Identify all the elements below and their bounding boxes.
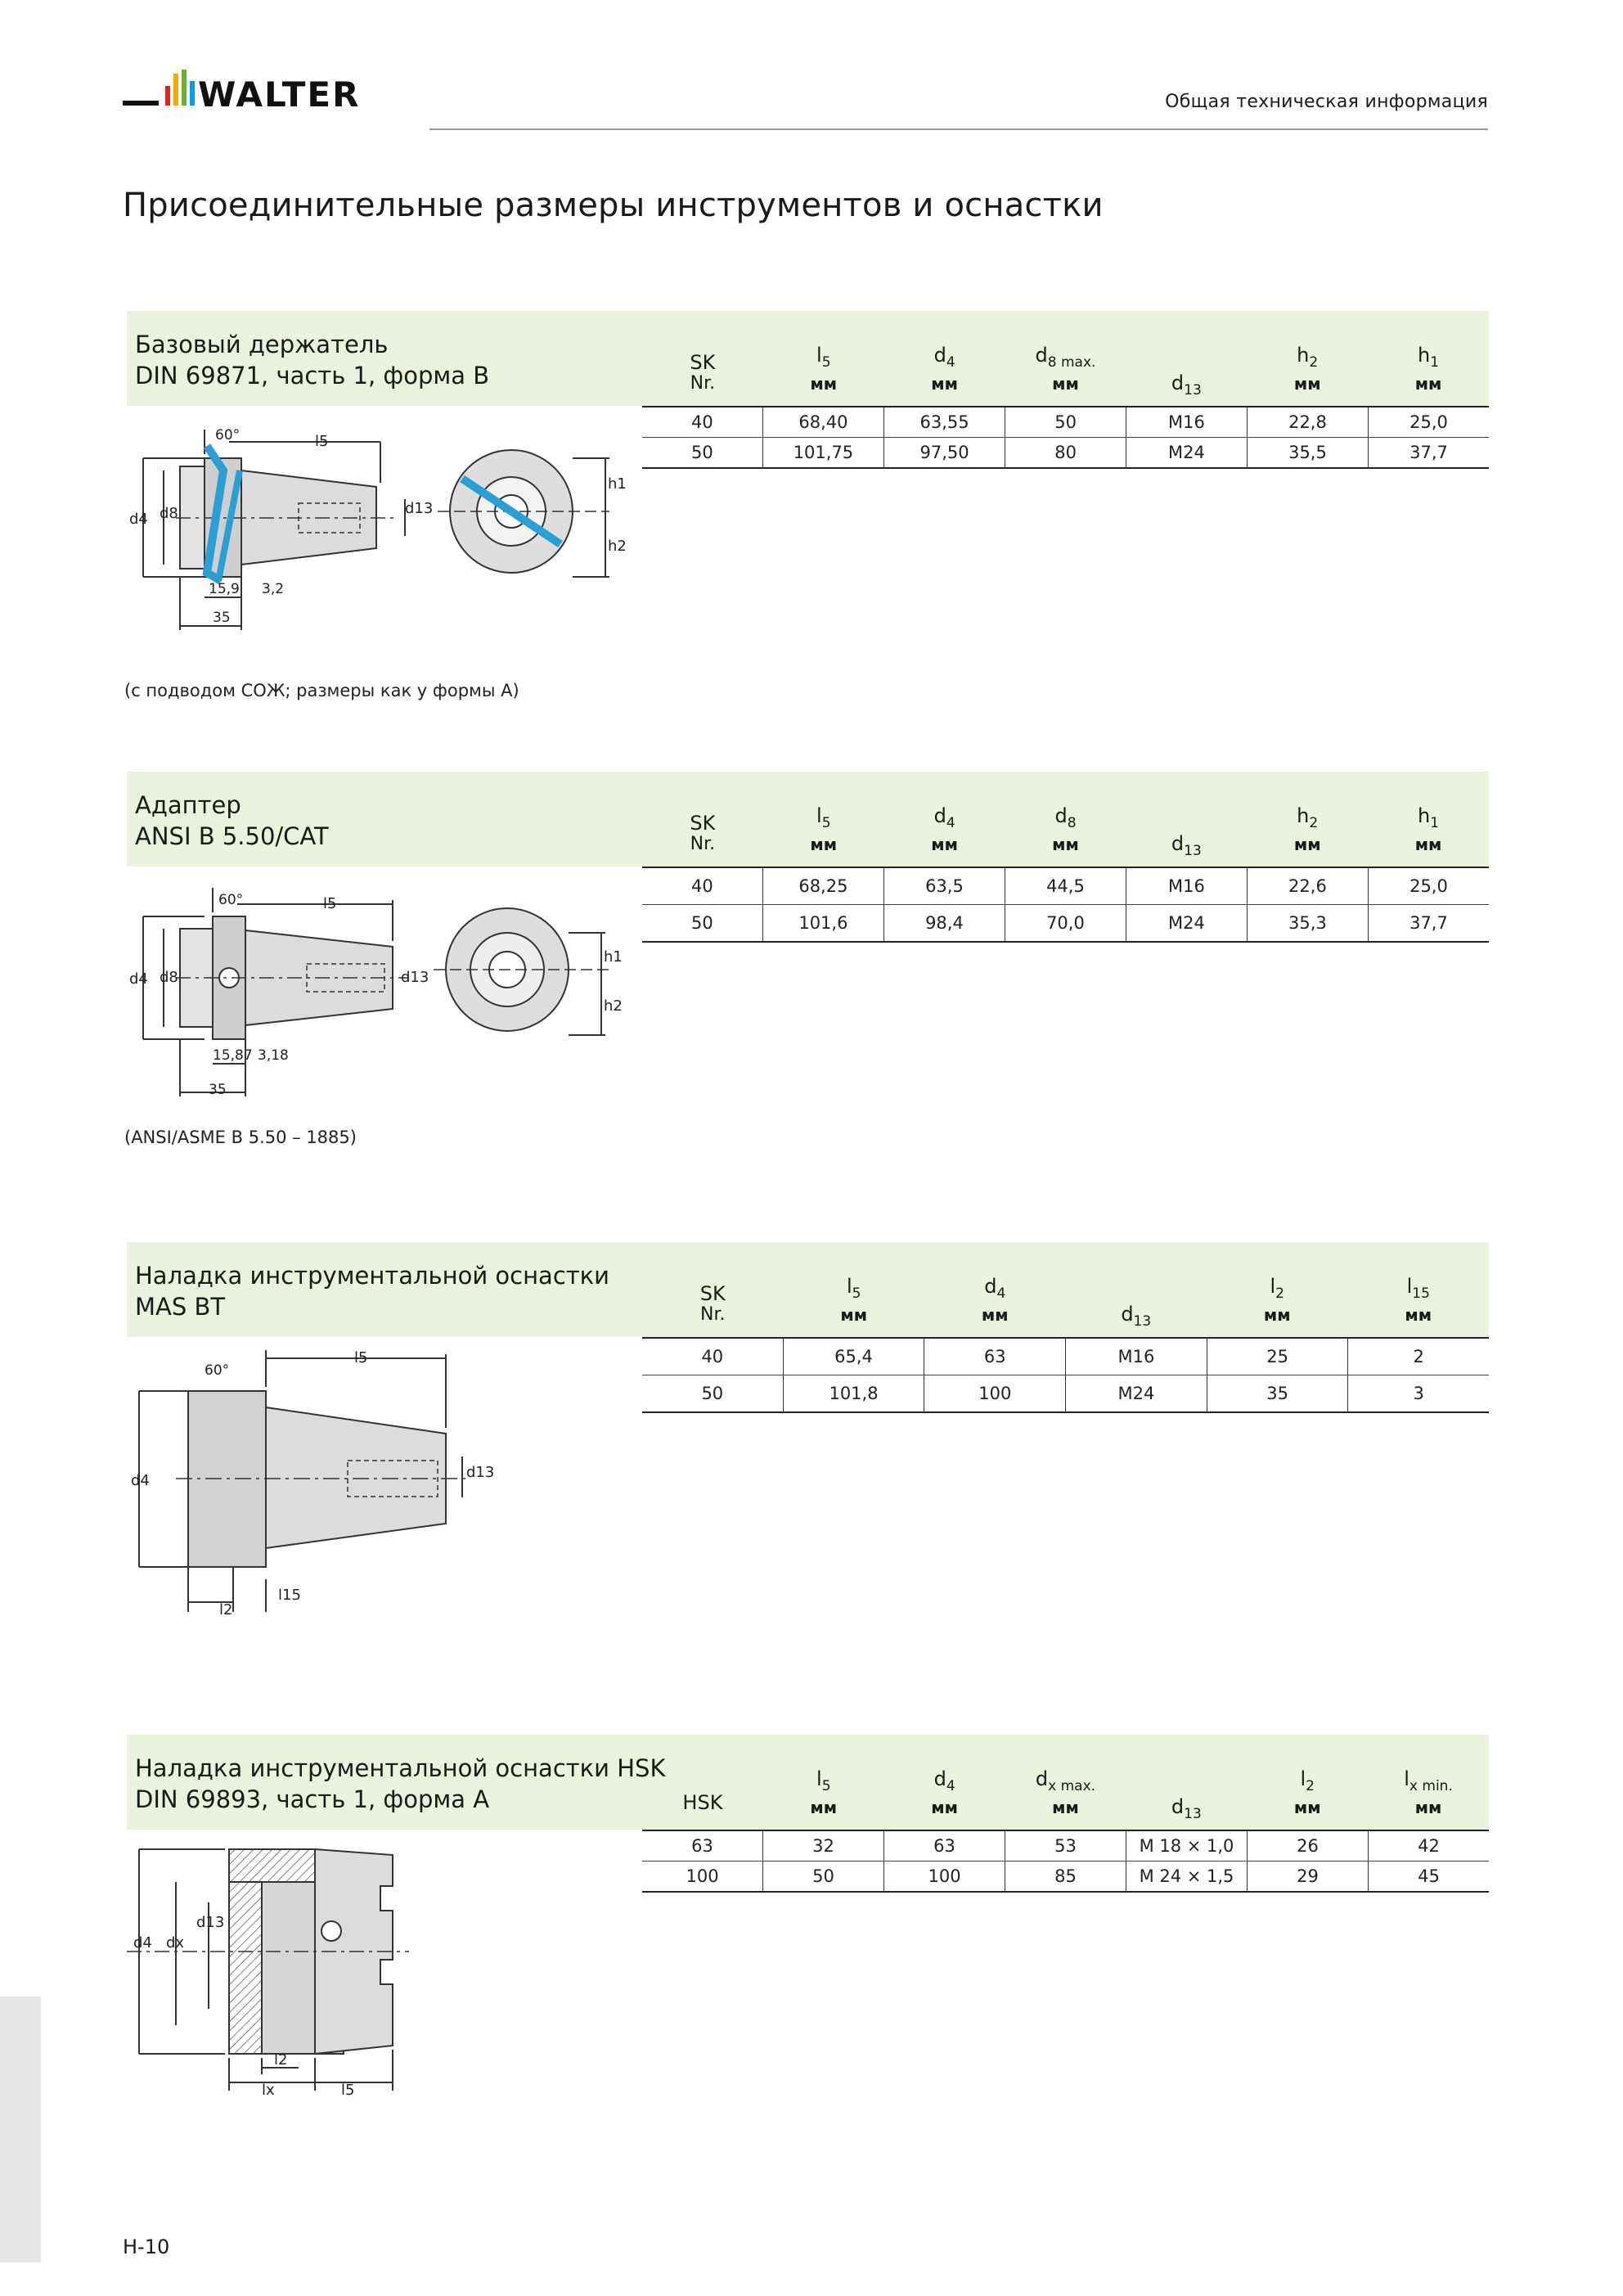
table-cell: 65,4 bbox=[783, 1338, 924, 1375]
column-unit: мм bbox=[1293, 374, 1321, 394]
table-cell: 35 bbox=[1207, 1375, 1348, 1413]
table-cell: 70,0 bbox=[1005, 905, 1126, 943]
side-tab bbox=[0, 1997, 41, 2262]
table-cell: 100 bbox=[924, 1375, 1066, 1413]
d13-label: d13 bbox=[466, 1464, 495, 1481]
table-cell: M 24 × 1,5 bbox=[1126, 1862, 1248, 1893]
table-cell: 101,75 bbox=[762, 438, 883, 469]
column-symbol: $d_{13}$ bbox=[1171, 371, 1202, 398]
dim-a-label: 15,87 bbox=[213, 1047, 253, 1064]
column-header bbox=[642, 1735, 763, 1830]
table-cell: 25,0 bbox=[1368, 867, 1489, 905]
dim-b-label: 3,18 bbox=[258, 1047, 289, 1064]
table-cell: M24 bbox=[1066, 1375, 1207, 1413]
column-symbol: $l_{15}$ bbox=[1406, 1275, 1430, 1302]
table-cell: M16 bbox=[1126, 867, 1247, 905]
section-3-title: Наладка инструментальной оснастки MAS BT bbox=[135, 1262, 610, 1321]
table-cell: 63,5 bbox=[883, 867, 1005, 905]
table-cell: 37,7 bbox=[1368, 905, 1489, 943]
mas-bt-drawing bbox=[127, 1342, 519, 1620]
table-cell: 98,4 bbox=[883, 905, 1005, 943]
walter-logo bbox=[123, 70, 409, 119]
column-unit: Nr. bbox=[700, 1304, 726, 1325]
table-cell: 40 bbox=[691, 876, 713, 896]
table-cell: 63,55 bbox=[884, 407, 1005, 438]
column-symbol: SK bbox=[690, 812, 716, 835]
h2-label: h2 bbox=[604, 997, 623, 1015]
column-header bbox=[763, 311, 884, 406]
column-unit: мм bbox=[1414, 374, 1442, 394]
table-cell: 100 bbox=[686, 1866, 719, 1886]
section-4-table bbox=[642, 1830, 1489, 1893]
table-row bbox=[642, 1862, 1489, 1893]
column-symbol: $d_4$ bbox=[984, 1275, 1006, 1302]
column-unit: мм bbox=[1293, 835, 1321, 854]
table-row bbox=[642, 1375, 1489, 1413]
section-2-header bbox=[642, 772, 1489, 867]
column-unit: Nr. bbox=[690, 834, 716, 854]
table-row bbox=[642, 438, 1489, 469]
table-cell: 50 bbox=[691, 913, 713, 933]
table-cell: 25,0 bbox=[1368, 407, 1489, 438]
column-header bbox=[884, 772, 1005, 867]
column-header bbox=[763, 1735, 884, 1830]
column-header bbox=[1005, 772, 1126, 867]
column-symbol: $l_5$ bbox=[816, 804, 831, 831]
d13-label: d13 bbox=[196, 1914, 225, 1931]
column-header bbox=[1247, 772, 1368, 867]
column-unit: мм bbox=[1052, 1798, 1079, 1817]
section-2-note: (ANSI/ASME B 5.50 – 1885) bbox=[124, 1128, 357, 1147]
table-cell: 26 bbox=[1248, 1830, 1369, 1862]
l5-label: l5 bbox=[354, 1349, 368, 1366]
column-symbol: $d_4$ bbox=[933, 1767, 955, 1794]
section-4-title: Наладка инструментальной оснастки HSK DIN 69893, часть 1, форма А bbox=[135, 1754, 666, 1813]
dim-a-label: 15,9 bbox=[209, 581, 240, 597]
section-4-header bbox=[642, 1735, 1489, 1830]
column-header bbox=[884, 311, 1005, 406]
column-header bbox=[1005, 311, 1126, 406]
table-cell: 44,5 bbox=[1005, 867, 1126, 905]
l2-label: l2 bbox=[219, 1601, 233, 1618]
section-2-title: Адаптер ANSI B 5.50/CAT bbox=[135, 791, 329, 850]
column-header bbox=[642, 1242, 784, 1337]
table-row bbox=[642, 407, 1489, 438]
angle-label: 60° bbox=[215, 427, 241, 443]
dim-b-label: 3,2 bbox=[262, 581, 285, 597]
table-cell: 50 bbox=[691, 443, 713, 462]
column-header bbox=[1247, 1735, 1368, 1830]
angle-label: 60° bbox=[205, 1362, 230, 1379]
table-cell: 50 bbox=[1005, 407, 1126, 438]
table-row bbox=[642, 1338, 1489, 1375]
column-header bbox=[642, 311, 763, 406]
d4-label: d4 bbox=[129, 511, 148, 528]
d8-label: d8 bbox=[160, 505, 178, 522]
d4-label: d4 bbox=[131, 1472, 150, 1489]
column-header bbox=[1368, 772, 1489, 867]
column-header bbox=[1348, 1242, 1490, 1337]
walter-wordmark: WALTER bbox=[198, 74, 361, 115]
table-cell: 68,25 bbox=[762, 867, 883, 905]
l5-label: l5 bbox=[315, 433, 329, 450]
table-cell: 3 bbox=[1348, 1375, 1489, 1413]
page-number: H-10 bbox=[123, 2235, 170, 2258]
d13-label: d13 bbox=[401, 969, 429, 986]
column-symbol: $l_{x min.}$ bbox=[1404, 1767, 1453, 1794]
table-cell: M24 bbox=[1126, 905, 1247, 943]
column-header bbox=[763, 772, 884, 867]
column-symbol: $d_{13}$ bbox=[1121, 1303, 1152, 1330]
dim-c-label: 35 bbox=[209, 1082, 227, 1098]
column-symbol: $h_1$ bbox=[1418, 804, 1440, 831]
column-unit: мм bbox=[1052, 374, 1079, 394]
column-unit: мм bbox=[1263, 1305, 1291, 1325]
column-header bbox=[1126, 311, 1247, 406]
column-unit: мм bbox=[810, 374, 838, 394]
column-symbol: SK bbox=[690, 351, 716, 374]
ansi-cat-drawing bbox=[127, 880, 634, 1109]
page-title: Присоединительные размеры инструментов и оснастки bbox=[123, 187, 1104, 224]
column-header bbox=[642, 772, 763, 867]
column-symbol: $l_5$ bbox=[816, 344, 831, 371]
hsk-drawing bbox=[127, 1837, 438, 2099]
table-cell: 29 bbox=[1248, 1862, 1369, 1893]
table-cell: 50 bbox=[763, 1862, 884, 1893]
column-symbol: $l_5$ bbox=[816, 1767, 831, 1794]
column-symbol: $h_1$ bbox=[1418, 344, 1440, 371]
column-unit: мм bbox=[1293, 1798, 1321, 1817]
d4-label: d4 bbox=[129, 970, 148, 988]
column-symbol: $h_2$ bbox=[1297, 804, 1319, 831]
column-symbol: $l_2$ bbox=[1300, 1767, 1315, 1794]
header-divider bbox=[429, 128, 1488, 130]
table-cell: 45 bbox=[1368, 1862, 1489, 1893]
column-unit: мм bbox=[810, 1798, 838, 1817]
table-cell: 37,7 bbox=[1368, 438, 1489, 469]
table-cell: 53 bbox=[1005, 1830, 1126, 1862]
d4-label: d4 bbox=[133, 1934, 152, 1952]
column-unit: мм bbox=[931, 1798, 958, 1817]
column-unit: мм bbox=[981, 1305, 1009, 1325]
table-cell: 32 bbox=[763, 1830, 884, 1862]
column-header bbox=[1247, 311, 1368, 406]
din69871-drawing bbox=[127, 421, 634, 642]
column-symbol: $d_4$ bbox=[933, 344, 955, 371]
header-section-title: Общая техническая информация bbox=[1165, 92, 1488, 112]
h1-label: h1 bbox=[604, 948, 623, 966]
table-cell: 2 bbox=[1348, 1338, 1489, 1375]
column-header bbox=[1368, 1735, 1489, 1830]
column-header bbox=[784, 1242, 925, 1337]
table-cell: 25 bbox=[1207, 1338, 1348, 1375]
section-2-table bbox=[642, 867, 1489, 943]
section-3-table bbox=[642, 1337, 1489, 1413]
table-cell: 63 bbox=[924, 1338, 1066, 1375]
column-header bbox=[1368, 311, 1489, 406]
column-symbol: $d_4$ bbox=[933, 804, 955, 831]
table-cell: 22,8 bbox=[1247, 407, 1368, 438]
column-symbol: $d_{8 max.}$ bbox=[1035, 344, 1096, 371]
column-header bbox=[1066, 1242, 1207, 1337]
d13-label: d13 bbox=[405, 500, 434, 517]
column-header bbox=[924, 1242, 1066, 1337]
table-cell: 35,3 bbox=[1247, 905, 1368, 943]
table-cell: 63 bbox=[884, 1830, 1005, 1862]
column-unit: мм bbox=[1052, 835, 1079, 854]
table-cell: 97,50 bbox=[884, 438, 1005, 469]
section-1-table bbox=[642, 406, 1489, 469]
column-unit: мм bbox=[931, 835, 958, 854]
lx-label: lx bbox=[262, 2082, 275, 2099]
table-row bbox=[642, 905, 1489, 943]
dx-label: dx bbox=[166, 1934, 185, 1952]
table-row bbox=[642, 867, 1489, 905]
table-cell: 63 bbox=[691, 1836, 713, 1856]
column-symbol: $l_2$ bbox=[1270, 1275, 1284, 1302]
table-cell: 85 bbox=[1005, 1862, 1126, 1893]
section-1-header bbox=[642, 311, 1489, 406]
table-cell: 101,6 bbox=[762, 905, 883, 943]
column-unit: мм bbox=[1414, 1798, 1442, 1817]
table-cell: 68,40 bbox=[762, 407, 883, 438]
h2-label: h2 bbox=[608, 538, 627, 555]
table-cell: M16 bbox=[1126, 407, 1247, 438]
table-cell: 101,8 bbox=[783, 1375, 924, 1413]
section-3-header bbox=[642, 1242, 1489, 1337]
table-cell: M 18 × 1,0 bbox=[1126, 1830, 1248, 1862]
l5-label: l5 bbox=[341, 2082, 355, 2099]
column-unit: Nr. bbox=[690, 373, 716, 394]
table-cell: M24 bbox=[1126, 438, 1247, 469]
column-symbol: SK bbox=[699, 1282, 726, 1305]
column-header bbox=[1126, 1735, 1247, 1830]
column-unit: мм bbox=[1405, 1305, 1432, 1325]
column-unit: мм bbox=[931, 374, 958, 394]
column-header bbox=[1207, 1242, 1348, 1337]
dim-c-label: 35 bbox=[213, 610, 231, 626]
table-cell: M16 bbox=[1066, 1338, 1207, 1375]
column-unit: мм bbox=[840, 1305, 868, 1325]
table-cell: 50 bbox=[701, 1384, 724, 1403]
column-symbol: $l_5$ bbox=[847, 1275, 861, 1302]
table-cell: 35,5 bbox=[1247, 438, 1368, 469]
column-header bbox=[884, 1735, 1005, 1830]
column-symbol: $d_8$ bbox=[1054, 804, 1077, 831]
table-cell: 22,6 bbox=[1247, 867, 1368, 905]
table-cell: 42 bbox=[1368, 1830, 1489, 1862]
column-symbol: $d_{13}$ bbox=[1171, 1795, 1202, 1822]
column-symbol: $d_{x max.}$ bbox=[1035, 1767, 1096, 1794]
column-unit: мм bbox=[810, 835, 838, 854]
table-cell: 100 bbox=[884, 1862, 1005, 1893]
section-1-note: (с подводом СОЖ; размеры как у формы А) bbox=[124, 681, 519, 700]
table-cell: 40 bbox=[701, 1347, 724, 1366]
l15-label: l15 bbox=[278, 1587, 301, 1604]
h1-label: h1 bbox=[608, 475, 627, 493]
table-row bbox=[642, 1830, 1489, 1862]
column-symbol: HSK bbox=[682, 1791, 723, 1814]
table-cell: 80 bbox=[1005, 438, 1126, 469]
d8-label: d8 bbox=[160, 969, 178, 986]
l5-label: l5 bbox=[323, 895, 337, 912]
column-header bbox=[1005, 1735, 1126, 1830]
section-1-title: Базовый держатель DIN 69871, часть 1, форма B bbox=[135, 331, 490, 389]
table-cell: 40 bbox=[691, 412, 713, 432]
column-header bbox=[1126, 772, 1247, 867]
column-symbol: $d_{13}$ bbox=[1171, 832, 1202, 859]
column-symbol: $h_2$ bbox=[1297, 344, 1319, 371]
l2-label: l2 bbox=[274, 2051, 288, 2069]
angle-label: 60° bbox=[218, 892, 244, 908]
column-unit: мм bbox=[1414, 835, 1442, 854]
